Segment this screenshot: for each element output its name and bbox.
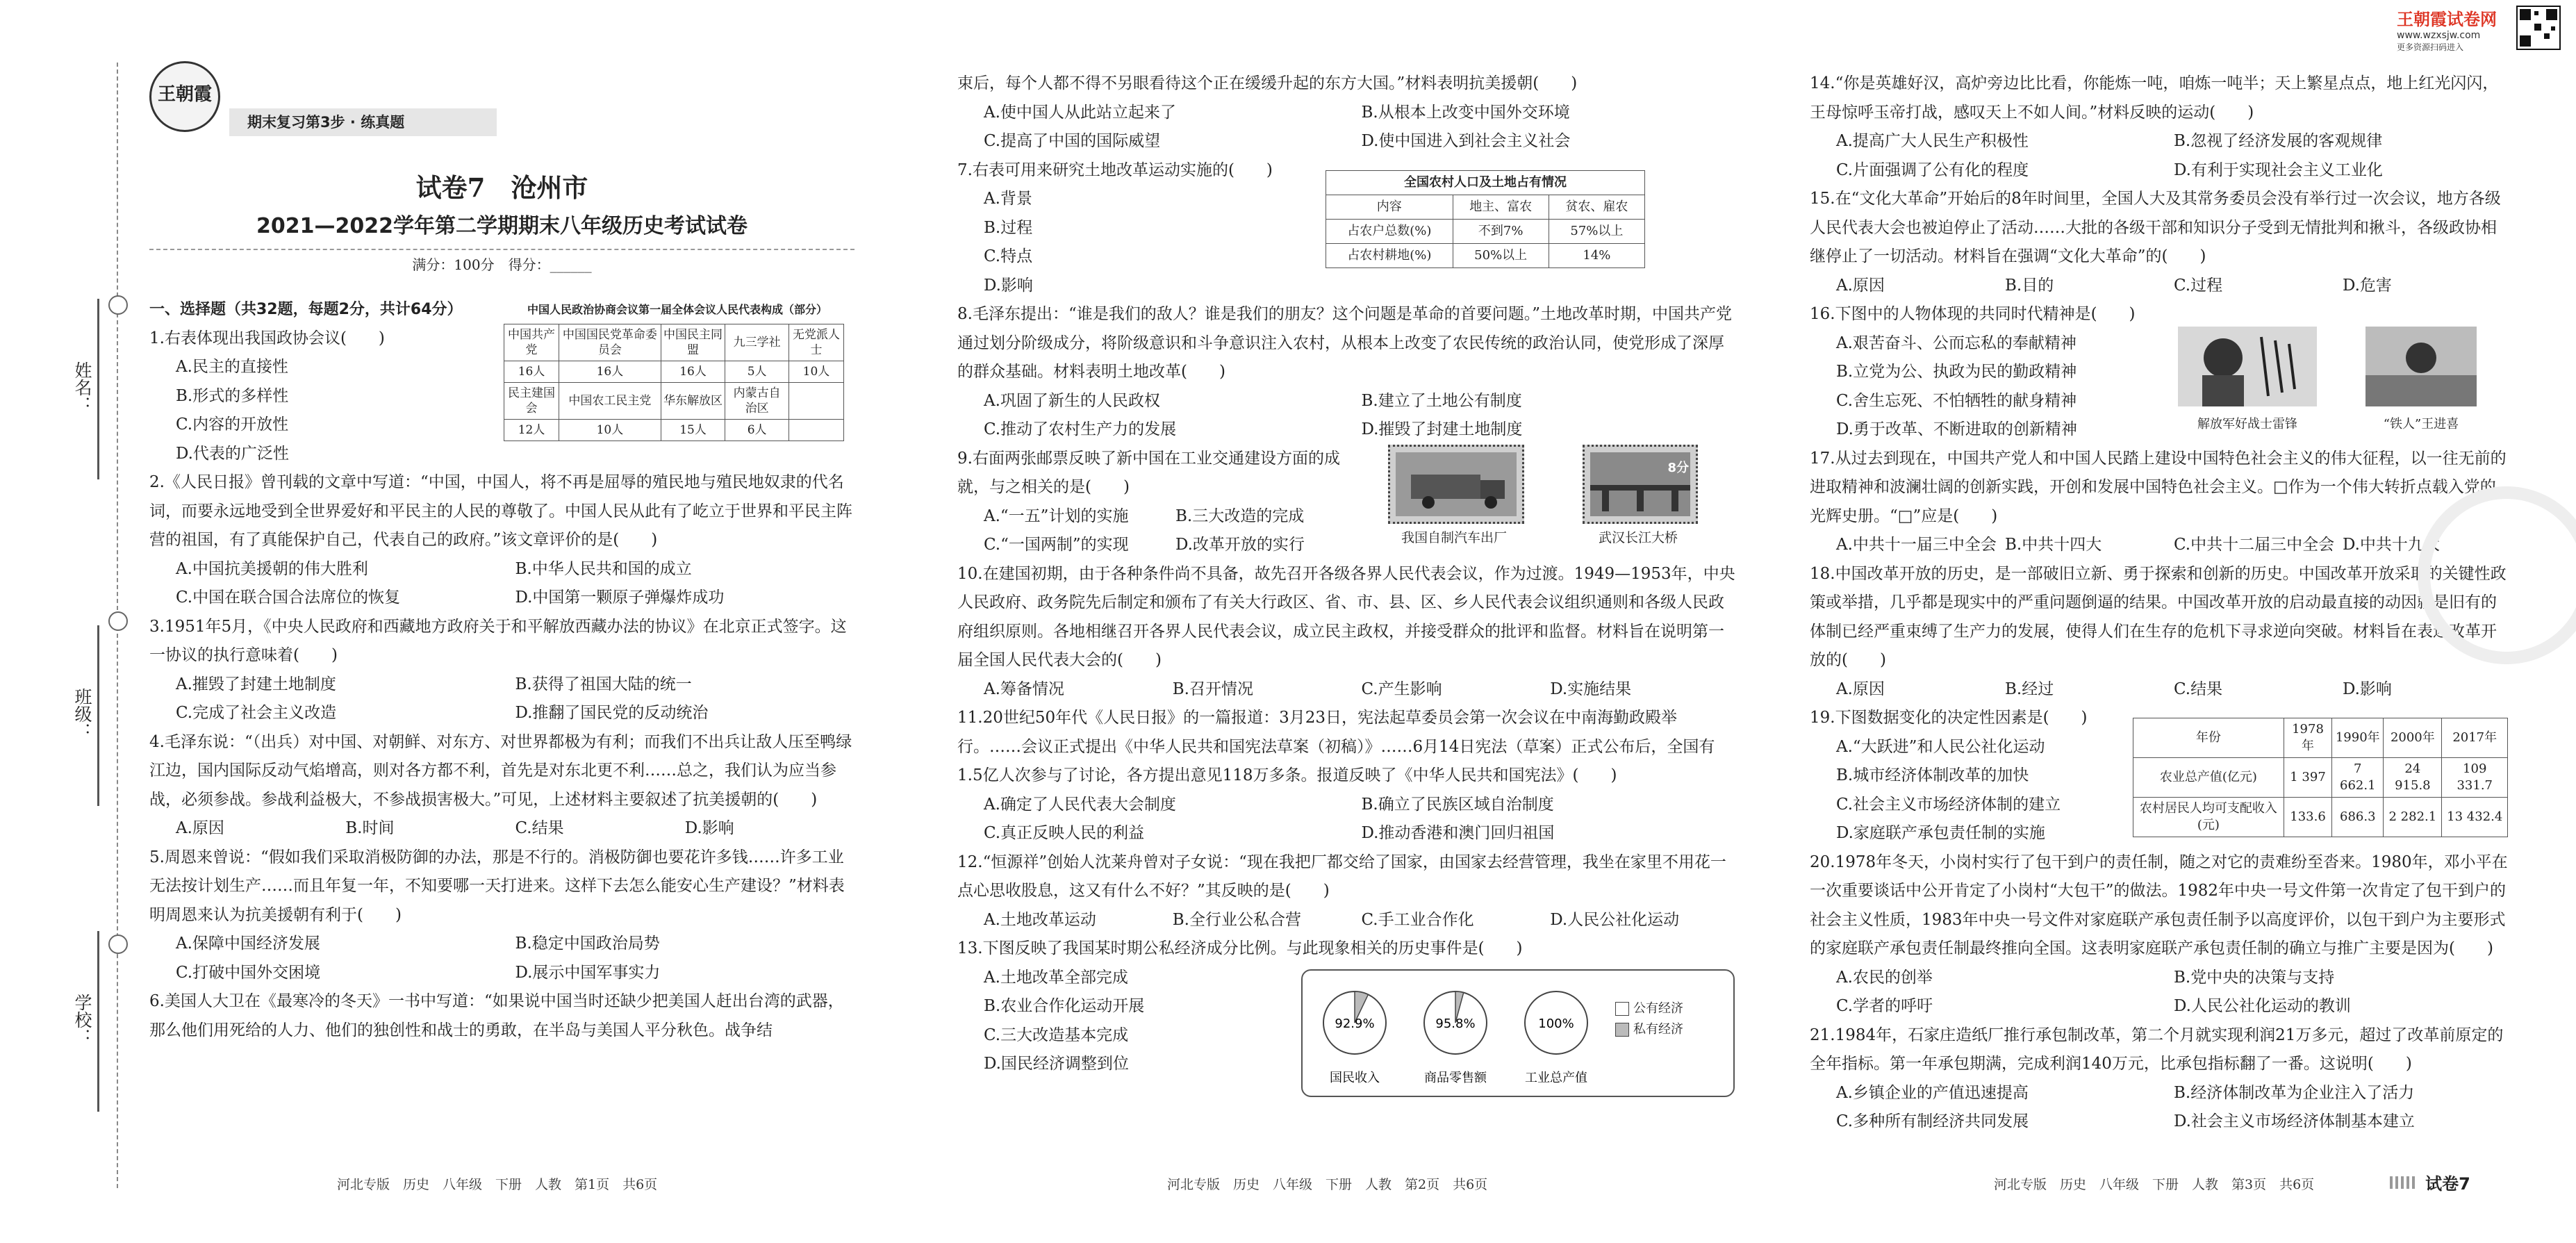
legend-label: 私有经济 [1633, 1022, 1683, 1037]
option[interactable]: D.有利于实现社会主义工业化 [2174, 160, 2383, 179]
option[interactable]: C.结果 [515, 819, 564, 837]
stamp-caption: 我国自制汽车出厂 [1401, 529, 1507, 545]
question-options [957, 185, 1305, 300]
option[interactable]: B.三大改造的完成 [1175, 507, 1305, 525]
option[interactable]: B.获得了祖国大陆的统一 [515, 675, 692, 693]
class-label: 班级： [72, 688, 92, 740]
option[interactable]: C.结果 [2174, 680, 2223, 698]
photo-wang-jinxi [2366, 327, 2477, 406]
question-stem: 7.右表可用来研究土地改革运动实施的( ) [957, 160, 1273, 179]
option[interactable]: D.中国第一颗原子弹爆炸成功 [515, 588, 725, 607]
option[interactable]: C.多种所有制经济共同发展 [1836, 1112, 2029, 1130]
truck-stamp-image [1388, 445, 1524, 524]
question-options [957, 906, 1739, 935]
option[interactable]: B.中华人民共和国的成立 [515, 559, 692, 578]
option[interactable]: C.“一国两制”的实现 [984, 536, 1129, 554]
option[interactable]: D.影响 [984, 276, 1033, 295]
question-options [1810, 675, 2511, 705]
option[interactable]: A.提高广大人民生产积极性 [1836, 132, 2029, 150]
option[interactable]: B.党中央的决策与支持 [2174, 968, 2335, 987]
question-options [957, 502, 1367, 560]
stamp-value: 8分 [1667, 460, 1689, 475]
tag-stripes [2390, 1176, 2418, 1189]
option[interactable]: A.原因 [1836, 276, 1885, 295]
option[interactable]: D.社会主义市场经济体制基本建立 [2174, 1112, 2415, 1130]
option[interactable]: B.经济体制改革为企业注入了活力 [2174, 1083, 2415, 1102]
question-options [957, 675, 1739, 705]
question-stem: 束后，每个人都不得不另眼看待这个正在缓缓升起的东方大国。”材料表明抗美援朝( ) [957, 74, 1578, 92]
class-underline [97, 625, 99, 806]
question-options [1810, 1079, 2511, 1137]
option[interactable]: A.保障中国经济发展 [176, 935, 320, 953]
exam-title: 试卷7 沧州市 [415, 172, 588, 203]
question-options [149, 555, 854, 613]
question-options [957, 99, 1739, 156]
question-stem: 20.1978年冬天，小岗村实行了包干到户的责任制，随之对它的责难纷至沓来。1980年，邓小平在一次重要谈话中公开肯定了小岗村“大包干”的做法。1982年中央一号文件第一次肯定了包干到户的社会主义性质，1983年中央一号文件对家庭联产承包责任制予以高度评价，以包干到户为主要形式的家庭联产承包责任制最终推向全国。这表明家庭联产承包责任制的确立与推广主要是因为( ) [1810, 853, 2508, 957]
legend-private [1615, 1019, 1683, 1040]
question-stem: 12.“恒源祥”创始人沈莱舟曾对子女说：“现在我把厂都交给了国家，由国家去经营管理，我坐在家里不用花一点心思收股息，这又有什么不好？”其反映的是( ) [957, 853, 1726, 900]
option[interactable]: B.忽视了经济发展的客观规律 [2174, 132, 2383, 150]
school-underline [97, 931, 99, 1112]
option[interactable]: A.艰苦奋斗、公而忘私的奉献精神 [1836, 334, 2077, 352]
truck-icon [1390, 447, 1522, 522]
qr-code-icon[interactable] [2516, 6, 2561, 50]
option[interactable]: B.城市经济体制改革的加快 [1836, 766, 2029, 784]
option[interactable]: A.确定了人民代表大会制度 [984, 795, 1176, 814]
question-options [149, 670, 854, 728]
option[interactable]: C.手工业合作化 [1361, 910, 1474, 929]
name-underline [97, 299, 99, 479]
delegates-table-block [504, 295, 851, 442]
option[interactable]: B.建立了土地公有制度 [1361, 391, 1522, 410]
option[interactable]: C.产生影响 [1361, 680, 1442, 698]
question-options [149, 814, 854, 843]
column-page3 [1810, 69, 2511, 1137]
watermark-tagline: 更多资源扫码进入 [2397, 42, 2464, 52]
option[interactable]: B.农业合作化运动开展 [984, 997, 1145, 1015]
question-stem: 11.20世纪50年代《人民日报》的一篇报道：3月23日，宪法起草委员会第一次会议在中南海勤政殿举行。……会议正式提出《中华人民共和国宪法草案（初稿）》……6月14日宪法（草案）正式公布后，全国有1.5亿人次参与了讨论，各方提出意见118万多条。报道反映了《中华人民共和国宪法》( ) [957, 709, 1715, 784]
option[interactable]: D.中共十九大 [2343, 536, 2440, 554]
option[interactable]: D.展示中国军事实力 [515, 963, 661, 982]
option[interactable]: B.确立了民族区域自治制度 [1361, 795, 1554, 814]
option[interactable]: C.真正反映人民的利益 [984, 824, 1145, 842]
option[interactable]: A.使中国人从此站立起来了 [984, 103, 1176, 122]
photo-lei-feng [2178, 327, 2317, 406]
question-options [1810, 964, 2511, 1021]
question-options [1810, 733, 2129, 848]
photo-caption: 解放军好战士雷锋 [2197, 417, 2297, 431]
exam-tag-label: 试卷7 [2425, 1174, 2470, 1194]
question-stem: 10.在建国初期，由于各种条件尚不具备，故先召开各级各界人民代表会议，作为过渡。1949—1953年，中央人民政府、政务院先后制定和颁布了有关大行政区、省、市、县、区、乡人民代表会议组织通则和各级人民政府组织原则。各地相继召开各界人民代表会议，成立民主政权，并接受群众的批评和监督。材料旨在说明第一届全国人民代表大会的( ) [957, 564, 1735, 669]
option[interactable]: A.中共十一届三中全会 [1836, 536, 1997, 554]
option[interactable]: A.巩固了新生的人民政权 [984, 391, 1160, 410]
table-title: 中国人民政治协商会议第一届全体会议人民代表构成（部分） [527, 302, 827, 316]
option[interactable]: D.影响 [2343, 680, 2392, 698]
pie-chart-panel [1301, 969, 1735, 1097]
photo-caption: “铁人”王进喜 [2383, 417, 2459, 431]
option[interactable]: A.“一五”计划的实施 [984, 507, 1129, 525]
soldier-portrait-icon [2178, 327, 2317, 406]
option[interactable]: D.人民公社化运动的教训 [2174, 997, 2351, 1015]
option[interactable]: A.农民的创举 [1836, 968, 1933, 987]
option[interactable]: C.推动了农村生产力的发展 [984, 420, 1177, 438]
question-stem: 18.中国改革开放的历史，是一部破旧立新、勇于探索和创新的历史。中国改革开放采取的关键性政策或举措，几乎都是现实中的严重问题倒逼的结果。中国改革开放的启动最直接的动因就是旧有的体制已经严重束缚了生产力的发展，使得人们在生存的危机下寻求逆向突破。材料旨在表述改革开放的( ) [1810, 564, 2507, 669]
option[interactable]: B.时间 [345, 819, 395, 837]
question-stem: 17.从过去到现在，中国共产党人和中国人民踏上建设中国特色社会主义的伟大征程，以一往无前的进取精神和波澜壮阔的创新实践，开创和发展中国特色社会主义。□作为一个伟大转折点载入党的光辉史册。“□”应是( ) [1810, 449, 2507, 525]
option[interactable]: B.过程 [984, 218, 1033, 237]
question-options [1810, 272, 2511, 301]
page-footer: 河北专版 历史 八年级 下册 人教 第3页 共6页 [1994, 1177, 2315, 1192]
question-stem: 8.毛泽东提出：“谁是我们的敌人？谁是我们的朋友？这个问题是革命的首要问题。”土地改革时期，中国共产党通过划分阶级成分，将阶级意识和斗争意识注入农村，从根本上改变了农民传统的政治认同，使党形成了深厚的群众基础。材料表明土地改革( ) [957, 305, 1732, 381]
question-stem: 4.毛泽东说：“（出兵）对中国、对朝鲜、对东方、对世界都极为有利；而我们不出兵让敌人压至鸭绿江边，国内国际反动气焰增高，则对各方都不利，首先是对东北更不利……总之，我们认为应当参战，必须参战。参战利益极大，不参战损害极大。”可见，上述材料主要叙述了抗美援朝的( ) [149, 732, 852, 809]
option[interactable]: A.原因 [176, 819, 224, 837]
legend-public [1615, 998, 1683, 1019]
question-stem: 5.周恩来曾说：“假如我们采取消极防御的办法，那是不行的。消极防御也要花许多钱……许多工业无法按计划生产……而且年复一年，不知要哪一天打进来。这样下去怎么能安心生产建设？”材料表明周恩来认为抗美援朝有利于( ) [149, 848, 845, 924]
page-footer: 河北专版 历史 八年级 下册 人教 第2页 共6页 [1167, 1177, 1488, 1192]
exam-tag [2390, 1170, 2515, 1194]
question-stem: 3.1951年5月，《中央人民政府和西藏地方政府关于和平解放西藏办法的协议》在北京正式签字。这一协议的执行意味着( ) [149, 617, 847, 664]
watermark-url: www.wzxsjw.com [2397, 30, 2481, 41]
option[interactable]: A.土地改革全部完成 [984, 968, 1128, 987]
option[interactable]: C.片面强调了公有化的程度 [1836, 160, 2029, 179]
option[interactable]: B.从根本上改变中国外交环境 [1361, 103, 1570, 122]
question-options [1810, 127, 2511, 185]
option[interactable]: C.过程 [2174, 276, 2223, 295]
option[interactable]: A.乡镇企业的产值迅速提高 [1836, 1083, 2029, 1102]
school-label: 学校： [72, 994, 92, 1046]
option[interactable]: C.特点 [984, 247, 1033, 265]
question-stem: 1.右表体现出我国政协会议( ) [149, 329, 385, 347]
section-heading: 一、选择题（共32题，每题2分，共计64分） [149, 301, 463, 318]
option[interactable]: A.民主的直接性 [176, 358, 288, 376]
option[interactable]: C.中国在联合国合法席位的恢复 [176, 588, 401, 607]
option[interactable]: D.推动香港和澳门回归祖国 [1361, 824, 1555, 842]
option[interactable]: C.提高了中国的国际威望 [984, 132, 1161, 150]
binding-hole-marker [108, 935, 128, 954]
question-options [149, 930, 854, 987]
option[interactable]: D.国民经济调整到位 [984, 1055, 1129, 1073]
option[interactable]: D.勇于改革、不断进取的创新精神 [1836, 420, 2077, 438]
page-footer: 河北专版 历史 八年级 下册 人教 第1页 共6页 [337, 1177, 658, 1192]
question-stem: 2.《人民日报》曾刊载的文章中写道：“中国，中国人，将不再是屈辱的殖民地与殖民地奴隶的代名词，而要永远地受到全世界爱好和平民主的人民的尊敬了。中国人民从此有了屹立于世界和平民主阵营的祖国，有了真能保护自己，代表自己的政府。”该文章评价的是( ) [149, 473, 852, 549]
exam-subtitle: 2021—2022学年第二学期期末八年级历史考试试卷 [256, 214, 748, 238]
option[interactable]: D.影响 [684, 819, 734, 837]
stamp-bridge [1583, 445, 1722, 553]
option[interactable]: A.筹备情况 [984, 680, 1064, 698]
legend-label: 公有经济 [1633, 1001, 1683, 1016]
series-banner: 期末复习第3步 · 练真题 [229, 108, 497, 136]
legend-swatch [1615, 1002, 1629, 1016]
hero-photos [2178, 327, 2511, 438]
option[interactable]: C.三大改造基本完成 [984, 1026, 1129, 1044]
option[interactable]: C.完成了社会主义改造 [176, 704, 337, 722]
brand-logo [149, 61, 220, 132]
question-stem: 19.下图数据变化的决定性因素是( ) [1810, 709, 2088, 727]
option[interactable]: B.形式的多样性 [176, 386, 289, 405]
question-stem: 13.下图反映了我国某时期公私经济成分比例。与此现象相关的历史事件是( ) [957, 939, 1523, 957]
option[interactable]: B.经过 [2005, 680, 2054, 698]
pie-category-label: 工业总产值 [1525, 1071, 1587, 1085]
option[interactable]: D.实施结果 [1550, 680, 1632, 698]
question-stem: 16.下图中的人物体现的共同时代精神是( ) [1810, 305, 2136, 323]
option[interactable]: A.摧毁了封建土地制度 [176, 675, 336, 693]
question-stem: 14.“你是英雄好汉，高炉旁边比比看，你能炼一吨，咱炼一吨半；天上繁星点点，地上红光闪闪，王母惊呼玉帝打战，感叹天上不如人间。”材料反映的运动( ) [1810, 74, 2499, 122]
pie-value-label: 100% [1538, 1016, 1574, 1031]
option[interactable]: B.目的 [2005, 276, 2054, 295]
option[interactable]: B.稳定中国政治局势 [515, 935, 660, 953]
name-label: 姓名： [72, 361, 92, 413]
option[interactable]: D.摧毁了封建土地制度 [1361, 420, 1523, 438]
question-stem: 9.右面两张邮票反映了新中国在工业交通建设方面的成就，与之相关的是( ) [957, 449, 1340, 496]
pie-charts [1303, 971, 1608, 1096]
option[interactable]: D.代表的广泛性 [176, 444, 289, 463]
question-options [957, 791, 1739, 848]
option[interactable]: D.危害 [2343, 276, 2392, 295]
question-options [1810, 329, 2171, 445]
pie-category-label: 商品零售额 [1424, 1071, 1487, 1085]
option[interactable]: C.社会主义市场经济体制的建立 [1836, 795, 2061, 814]
option[interactable]: C.学者的呼吁 [1836, 997, 1933, 1015]
question-options [1810, 531, 2511, 560]
question-stem: 6.美国人大卫在《最寒冷的冬天》一书中写道：“如果说中国当时还缺少把美国人赶出台湾的武器，那么他们用死给的人力、他们的独创性和战士的勇敢，在半岛与美国人平分秋色。战争结 [149, 992, 844, 1039]
pie-value-label: 92.9% [1335, 1016, 1375, 1031]
question-options [957, 964, 1289, 1079]
agriculture-table: 年份 1978年 1990年 2000年 2017年 农业总产值(亿元) 1 397 7 662.1 24 915.8 109 331.7 农村居民人均可支配收入(元) 133.6 686.3 2 282.1 13 432.4 [2133, 718, 2508, 837]
question-options [149, 353, 483, 468]
stamp-truck [1388, 445, 1527, 553]
option[interactable]: A.中国抗美援朝的伟大胜利 [176, 559, 368, 578]
watermark [2397, 6, 2515, 52]
option[interactable]: B.全行业公私合营 [1172, 910, 1301, 929]
pie-category-label: 国民收入 [1330, 1071, 1380, 1085]
legend-swatch [1615, 1023, 1629, 1037]
column-page2 [957, 69, 1739, 1085]
option[interactable]: A.土地改革运动 [984, 910, 1096, 929]
divider [149, 249, 854, 250]
stamp-caption: 武汉长江大桥 [1598, 529, 1678, 545]
land-table: 全国农村人口及土地占有情况 内容 地主、富农 贫农、雇农 占农户总数(%) 不到7% 57%以上 占农村耕地(%) 50%以上 14% [1326, 170, 1645, 268]
option[interactable]: D.家庭联产承包责任制的实施 [1836, 824, 2045, 842]
pie-value-label: 95.8% [1435, 1016, 1476, 1031]
watermark-site: 王朝霞试卷网 [2397, 10, 2497, 29]
question-stem: 15.在“文化大革命”开始后的8年时间里，全国人大及其常务委员会没有举行过一次会议，地方各级人民代表大会也被迫停止了活动……大批的各级干部和知识分子受到无情批判和揪斗，各级政协相继停止了一切活动。材料旨在强调“文化大革命”的( ) [1810, 190, 2501, 265]
binding-hole-marker [108, 611, 128, 631]
question-stem: 21.1984年，石家庄造纸厂推行承包制改革，第二个月就实现利润21万多元，超过了改革前原定的全年指标。第一年承包期满，完成利润140万元，比承包指标翻了一番。这说明( ) [1810, 1026, 2504, 1073]
option[interactable]: C.中共十二届三中全会 [2174, 536, 2335, 554]
delegates-table: 中国共产党 中国国民党革命委员会 中国民主同盟 九三学社 无党派人士 16人 16人 16人 5人 10人 民主建国会 中国农工民主党 华东解放区 内蒙古自治区 12人 10人 15人 6人 [504, 324, 844, 441]
question-options [957, 387, 1739, 445]
option[interactable]: D.使中国进入到社会主义社会 [1361, 132, 1571, 150]
option[interactable]: C.舍生忘死、不怕牺牲的献身精神 [1836, 391, 2077, 410]
option[interactable]: A.背景 [984, 190, 1032, 208]
option[interactable]: C.内容的开放性 [176, 415, 289, 434]
brand-name: 王朝霞 [157, 84, 212, 105]
option[interactable]: B.立党为公、执政为民的勤政精神 [1836, 363, 2077, 381]
option[interactable]: A.原因 [1836, 680, 1885, 698]
option[interactable]: A.“大跃进”和人民公社化运动 [1836, 737, 2045, 756]
column-page1 [149, 295, 854, 1045]
option[interactable]: B.召开情况 [1172, 680, 1253, 698]
option[interactable]: C.打破中国外交困境 [176, 963, 321, 982]
pie-legend [1615, 998, 1683, 1040]
worker-icon [2366, 327, 2477, 406]
option[interactable]: D.改革开放的实行 [1175, 536, 1305, 554]
binding-hole-marker [108, 295, 128, 315]
option[interactable]: B.中共十四大 [2005, 536, 2102, 554]
option[interactable]: D.推翻了国民党的反动统治 [515, 704, 709, 722]
score-line: 满分：100分 得分：______ [412, 256, 592, 273]
option[interactable]: D.人民公社化运动 [1550, 910, 1680, 929]
bridge-stamp-image [1583, 445, 1698, 524]
